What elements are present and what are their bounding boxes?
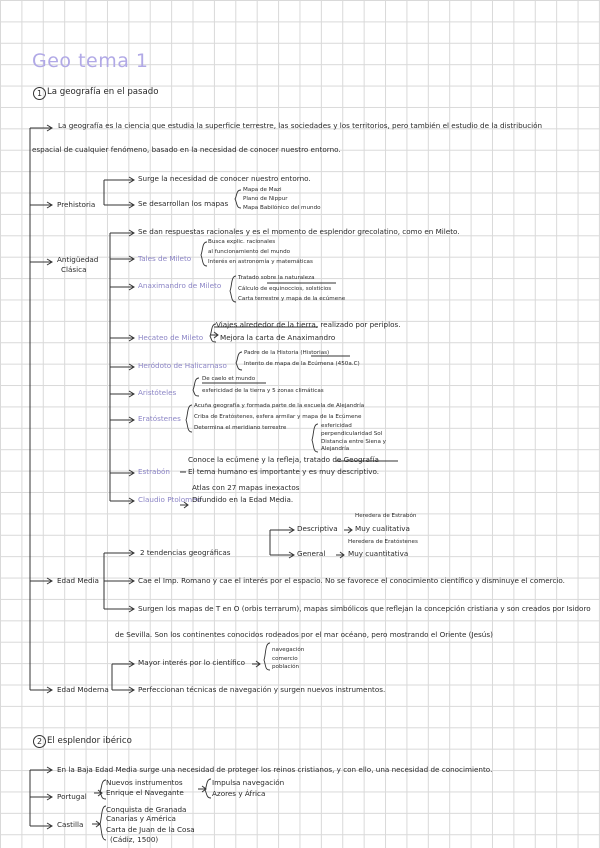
section-1-number: 1: [33, 87, 46, 100]
portugal-item-2: Enrique el Navegante: [106, 788, 184, 797]
descriptiva-name: Descriptiva: [297, 524, 338, 533]
edad-moderna-sub-2: comercio: [272, 656, 298, 662]
ptolomeo-item-1: Atlas con 27 mapas inexactos: [192, 483, 300, 492]
aristoteles-name: Aristóteles: [138, 388, 177, 397]
section-2-intro: En la Baja Edad Media surge una necesidad de proteger los reinos cristianos, y con ello, una necesidad de conocimiento.: [57, 765, 493, 774]
descriptiva-item-2: Muy cualitativa: [355, 524, 410, 533]
prehistoria-map-2: Plano de Nippur: [243, 196, 288, 202]
intro-line-1: La geografía es la ciencia que estudia la superficie terrestre, las sociedades y los territorios, pero también el estudio de la distribución: [58, 121, 543, 130]
general-item-2: Muy cuantitativa: [348, 549, 409, 558]
aristoteles-item-2: esfericidad de la tierra y 5 zonas climáticas: [202, 388, 324, 394]
ptolomeo-item-2: Difundido en la Edad Media.: [192, 495, 294, 504]
general-name: General: [297, 549, 326, 558]
castilla-item-1: Conquista de Granada: [106, 805, 187, 814]
tales-item-3: Interés en astronomía y matemáticas: [208, 259, 313, 265]
prehistoria-line-2: Se desarrollan los mapas: [138, 199, 229, 208]
hecateo-name: Hecateo de Mileto: [138, 333, 204, 342]
page-title: Geo tema 1: [32, 50, 149, 72]
eratostenes-sub-1: esfericidad: [321, 423, 352, 429]
anaximandro-item-1: Tratado sobre la naturaleza: [238, 275, 315, 281]
eratostenes-item-3: Determina el meridiano terrestre: [194, 425, 287, 431]
section-2-heading: El esplendor ibérico: [47, 736, 132, 746]
portugal-label: Portugal: [57, 792, 87, 801]
castilla-label: Castilla: [57, 820, 84, 829]
estrabon-item-1: Conoce la ecúmene y la refleja, tratado de Geografía: [188, 455, 379, 464]
estrabon-item-2: El tema humano es importante y es muy descriptivo.: [188, 467, 380, 476]
descriptiva-item-1: Heredera de Estrabón: [355, 513, 417, 519]
edad-media-line-3b: de Sevilla. Son los continentes conocidos rodeados por el mar océano, pero mostrando el Oriente (Jesús): [115, 630, 493, 639]
general-item-1: Heredera de Eratóstenes: [348, 539, 418, 545]
eratostenes-sub-2: perpendicularidad Sol: [321, 431, 383, 437]
tales-item-2: al funcionamiento del mundo: [208, 249, 291, 255]
anaximandro-item-3: Carta terrestre y mapa de la ecúmene: [238, 296, 346, 302]
section-1-heading: La geografía en el pasado: [47, 87, 159, 97]
edad-media-line-2: Cae el Imp. Romano y cae el interés por el espacio. No se favorece el conocimiento científico y disminuye el comercio.: [138, 576, 565, 585]
edad-media-label: Edad Media: [57, 576, 99, 585]
prehistoria-label: Prehistoria: [57, 200, 96, 209]
anaximandro-name: Anaximandro de Mileto: [138, 281, 222, 290]
aristoteles-item-1: De caelo et mundo: [202, 376, 256, 382]
eratostenes-item-2: Criba de Eratóstenes, esfera armilar y mapa de la Ecúmene: [194, 414, 362, 420]
tales-name: Tales de Mileto: [138, 254, 192, 263]
antiguedad-label-2: Clásica: [61, 265, 87, 274]
edad-moderna-label: Edad Moderna: [57, 685, 109, 694]
castilla-item-4: (Cádiz, 1500): [110, 835, 159, 844]
portugal-sub-2: Azores y África: [212, 789, 266, 798]
intro-line-2: espacial de cualquier fenómeno, basado en la necesidad de conocer nuestro entorno.: [32, 145, 341, 154]
prehistoria-line-1: Surge la necesidad de conocer nuestro entorno.: [138, 174, 311, 183]
section-2-number: 2: [33, 735, 46, 748]
edad-moderna-sub-3: población: [272, 664, 300, 670]
anaximandro-item-2: Cálculo de equinoccios, solsticios: [238, 286, 332, 292]
herodoto-name: Heródoto de Halicarnaso: [138, 361, 227, 370]
castilla-item-3: Carta de Juan de la Cosa: [106, 825, 195, 834]
antiguedad-label: Antigüedad: [57, 255, 99, 264]
edad-media-line-3a: Surgen los mapas de T en O (orbis terrarum), mapas simbólicos que reflejan la concepción cristiana y son creados por Isidoro: [138, 604, 591, 613]
portugal-item-1: Nuevos instrumentos: [106, 778, 183, 787]
estrabon-name: Estrabón: [138, 467, 170, 476]
portugal-sub-1: Impulsa navegación: [212, 778, 285, 787]
edad-moderna-line-2: Perfeccionan técnicas de navegación y surgen nuevos instrumentos.: [138, 685, 386, 694]
ptolomeo-name: Claudio Ptolomeo: [138, 495, 201, 504]
tendencias: 2 tendencias geográficas: [140, 548, 231, 557]
edad-moderna-line-1: Mayor interés por lo científico: [138, 658, 246, 667]
prehistoria-map-3: Mapa Babilónico del mundo: [243, 205, 321, 211]
edad-moderna-sub-1: navegación: [272, 647, 305, 653]
eratostenes-name: Eratóstenes: [138, 414, 181, 423]
eratostenes-sub-3: Distancia entre Siena y Alejandría: [321, 439, 386, 452]
antiguedad-intro: Se dan respuestas racionales y es el momento de esplendor grecolatino, como en Mileto.: [138, 227, 460, 236]
hecateo-item-2: Mejora la carta de Anaximandro: [220, 333, 336, 342]
herodoto-item-1: Padre de la Historia (Historias): [244, 350, 330, 356]
herodoto-item-2: Intento de mapa de la Ecúmena (450a.C): [244, 361, 360, 367]
tales-item-1: Busca explic. racionales: [208, 239, 276, 245]
castilla-item-2: Canarias y América: [106, 814, 176, 823]
eratostenes-item-1: Acuña geografía y formada parte de la escuela de Alejandría: [194, 403, 365, 409]
hecateo-item-1: Viajes alrededor de la tierra, realizado por periplos.: [216, 320, 401, 329]
prehistoria-map-1: Mapa de Mazi: [243, 187, 282, 193]
